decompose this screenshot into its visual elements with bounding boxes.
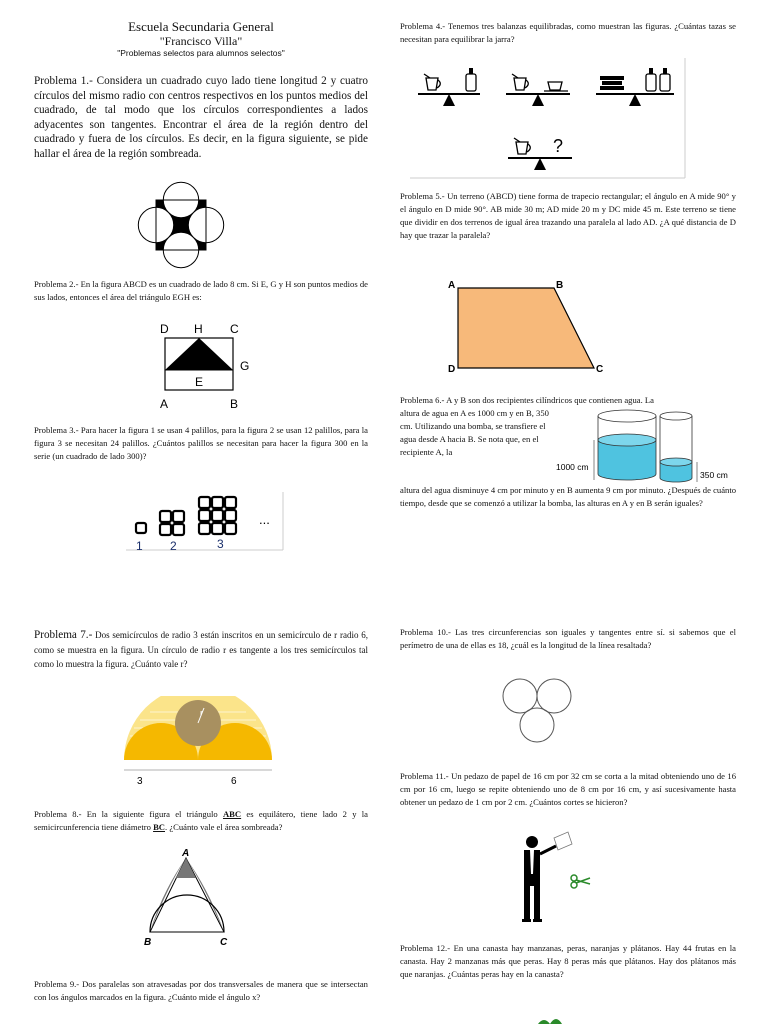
problem-1-label: Problema 1.- (34, 75, 93, 87)
problem-6-side (400, 407, 554, 459)
label-c: C (596, 364, 604, 375)
problem-5 (400, 190, 736, 242)
jug-icon (514, 78, 526, 90)
fig1-square (136, 523, 146, 533)
problem-10-label: Problema 10.- (400, 627, 451, 637)
label-fig2: 2 (170, 539, 177, 553)
label-g: G (240, 359, 250, 373)
label-3: 3 (137, 776, 143, 787)
school-name: Escuela Secundaria General (128, 19, 274, 34)
problem-3-label: Problema 3.- (34, 425, 79, 435)
three-circles-figure (496, 672, 576, 748)
label-a: A (182, 848, 190, 859)
label-1000: 1000 cm (556, 462, 589, 472)
circle-bottom (520, 708, 554, 742)
triangle-semicircle-figure (140, 846, 240, 950)
trapezoid-figure (446, 276, 610, 376)
label-fig1: 1 (136, 539, 143, 553)
label-a: A (448, 280, 456, 291)
semicircles-figure (120, 696, 276, 790)
person-icon (522, 836, 556, 922)
label-b: B (230, 397, 239, 411)
problem-10-text: Las tres circunferencias son iguales y tangentes entre sí. si sabemos que el perímetro de una de ellas es 18, ¿cuál es la longitud de la línea resaltada? (400, 627, 736, 650)
paper-icon (554, 832, 572, 850)
document-header (34, 20, 368, 59)
fig2-sq3 (160, 524, 171, 535)
problem-4-label: Problema 4.- (400, 21, 446, 31)
trapezoid-abcd (458, 288, 594, 368)
problem-8-text-c: . ¿Cuánto vale el área sombreada? (165, 821, 283, 832)
balances-figure (410, 56, 688, 182)
left-column (34, 20, 368, 59)
jug-icon (516, 142, 528, 154)
bottle-icon (660, 74, 670, 91)
problem-2-text: En la figura ABCD es un cuadrado de lado 8 cm. Si E, G y H son puntos medios de sus lados, entonces el área del triángulo EGH es: (34, 279, 368, 302)
label-6: 6 (231, 776, 237, 787)
problem-8-bc: BC (153, 821, 166, 832)
problem-4-text: Tenemos tres balanzas equilibradas, como muestran las figuras. ¿Cuántas tazas se necesitan para equilibrar la jarra? (400, 21, 736, 44)
problem-6-text-bottom: altura del agua disminuye 4 cm por minuto y en B aumenta 9 cm por minuto. ¿Después de cuánto tiempo, desde que se comenzó a utilizar la bomba, las alturas en A y en B serán iguales? (400, 485, 736, 508)
problem-4 (400, 20, 736, 46)
balance-2 (506, 74, 570, 106)
school-title: "Francisco Villa" (159, 33, 243, 48)
stacked-plates-icon (600, 76, 624, 90)
fig3-grid (199, 497, 236, 534)
label-fig3: 3 (217, 537, 224, 551)
fig2-sq1 (160, 511, 171, 522)
cylinders-figure (554, 408, 740, 488)
problem-11-text: Un pedazo de papel de 16 cm por 32 cm se corta a la mitad obteniendo uno de 16 cm por 16 cm, luego se repite obteniendo uno de 8 cm por 16 cm, y así sucesivamente hasta obtener un pedazo de 1 cm por 2 cm. ¿Cuántos cortes se hicieron? (400, 771, 736, 807)
problem-7-label: Problema 7.- (34, 629, 93, 641)
problem-8-text-b: es equilátero, tiene lado 2 y la semicircunferencia tiene diámetro (34, 809, 368, 832)
problem-9-text: Dos paralelas son atravesadas por dos transversales de manera que se intersectan con los ángulos marcados en la figura. ¿Cuánto mide el ángulo x? (34, 979, 368, 1002)
label-e: E (195, 375, 204, 389)
cylinder-b (660, 412, 692, 482)
jug-icon (426, 78, 438, 90)
problem-3-text: Para hacer la figura 1 se usan 4 palillos, para la figura 2 se usan 12 palillos, para la figura 3 se necesitan 24 palillos. ¿Cuántos palillos se necesitan para hacer la figura 300 en la serie (un cuadrado de lado 300)? (34, 425, 368, 461)
cup-icon (548, 82, 562, 90)
problem-6-label: Problema 6.- (400, 395, 445, 405)
ellipsis: ... (259, 512, 270, 527)
square-triangle-figure (150, 318, 260, 414)
label-d: D (160, 322, 169, 336)
problem-10 (400, 626, 736, 652)
fruit-icon (530, 1014, 570, 1024)
fig2-sq4 (173, 524, 184, 535)
problem-7 (34, 628, 368, 672)
stick-squares-figure (126, 490, 286, 556)
problem-6-text-top: A y B son dos recipientes cilíndricos que contienen agua. La (444, 395, 654, 405)
label-b: B (556, 280, 564, 291)
problem-12-text: En una canasta hay manzanas, peras, naranjas y plátanos. Hay 44 frutas en la canasta. Hay 2 manzanas más que peras. Hay 8 peras más que plátanos. Hay dos plátanos más que naranjas. ¿Cuántas peras hay en la canasta? (400, 943, 736, 979)
label-h: H (194, 322, 203, 336)
balance-3 (596, 68, 674, 106)
label-c: C (220, 937, 228, 948)
fig2-sq2 (173, 511, 184, 522)
balance-4 (508, 136, 572, 170)
problem-3 (34, 424, 368, 463)
problem-2-label: Problema 2.- (34, 279, 79, 289)
bottle-icon (466, 74, 476, 91)
label-r: r (200, 708, 203, 718)
problem-8-text-a: En la siguiente figura el triángulo (81, 809, 223, 819)
balance-1 (418, 68, 480, 106)
circle-right (537, 679, 571, 713)
label-b: B (144, 937, 152, 948)
problem-2 (34, 278, 368, 304)
bottle-icon (646, 74, 656, 91)
scissors-icon (571, 875, 590, 888)
problem-11-label: Problema 11.- (400, 771, 449, 781)
problem-12-label: Problema 12.- (400, 943, 451, 953)
problem-9 (34, 978, 368, 1004)
circles-in-square-figure (136, 180, 226, 270)
label-d: D (448, 364, 456, 375)
problem-8 (34, 808, 368, 834)
label-a: A (160, 397, 169, 411)
problem-6-text-side: altura de agua en A es 1000 cm y en B, 350 cm. Utilizando una bomba, se transfiere el agua desde A hacia B. Se nota que, en el recipiente A, la (400, 408, 549, 457)
cylinder-a (598, 410, 656, 480)
shaded-top (176, 858, 196, 878)
problem-8-abc: ABC (222, 809, 242, 819)
problem-1 (34, 74, 368, 161)
problem-5-label: Problema 5.- (400, 191, 445, 201)
label-c: C (230, 322, 239, 336)
label-350: 350 cm (700, 470, 728, 480)
problem-12 (400, 942, 736, 981)
problem-1-text: Considera un cuadrado cuyo lado tiene longitud 2 y cuatro círculos del mismo radio con centros respectivos en los puntos medios del cuadrado, de tal modo que los círculos correspondientes a lados adyacentes son tangentes. Encontrar el área de la región dentro del cuadrado y fuera de los círculos. Es decir, en la figura siguiente, se pide hallar el área de la región sombreada. (34, 75, 368, 160)
problem-6-top (400, 394, 736, 407)
problem-9-label: Problema 9.- (34, 979, 80, 989)
man-with-paper-figure (510, 830, 600, 926)
problem-11 (400, 770, 736, 809)
problem-8-label: Problema 8.- (34, 809, 82, 819)
circle-left (503, 679, 537, 713)
problem-5-text: Un terreno (ABCD) tiene forma de trapecio rectangular; el ángulo en A mide 90° y el ángulo en D mide 90°. AB mide 30 m; AD mide 20 m y DC mide 45 m. Este terreno se tiene que dividir en dos terrenos de igual área trazando una paralela al lado AD. ¿A qué distancia de D hay que trazar la paralela? (400, 191, 736, 240)
question-mark: ? (553, 136, 564, 156)
problem-7-text: Dos semicírculos de radio 3 están inscritos en un semicírculo de r radio 6, como se muestra en la figura. Un círculo de radio r es tangente a los tres semicírculos tal como lo muestra la figura. ¿Cuánto vale r? (34, 630, 368, 670)
document-subtitle: "Problemas selectos para alumnos selectos" (117, 47, 285, 58)
